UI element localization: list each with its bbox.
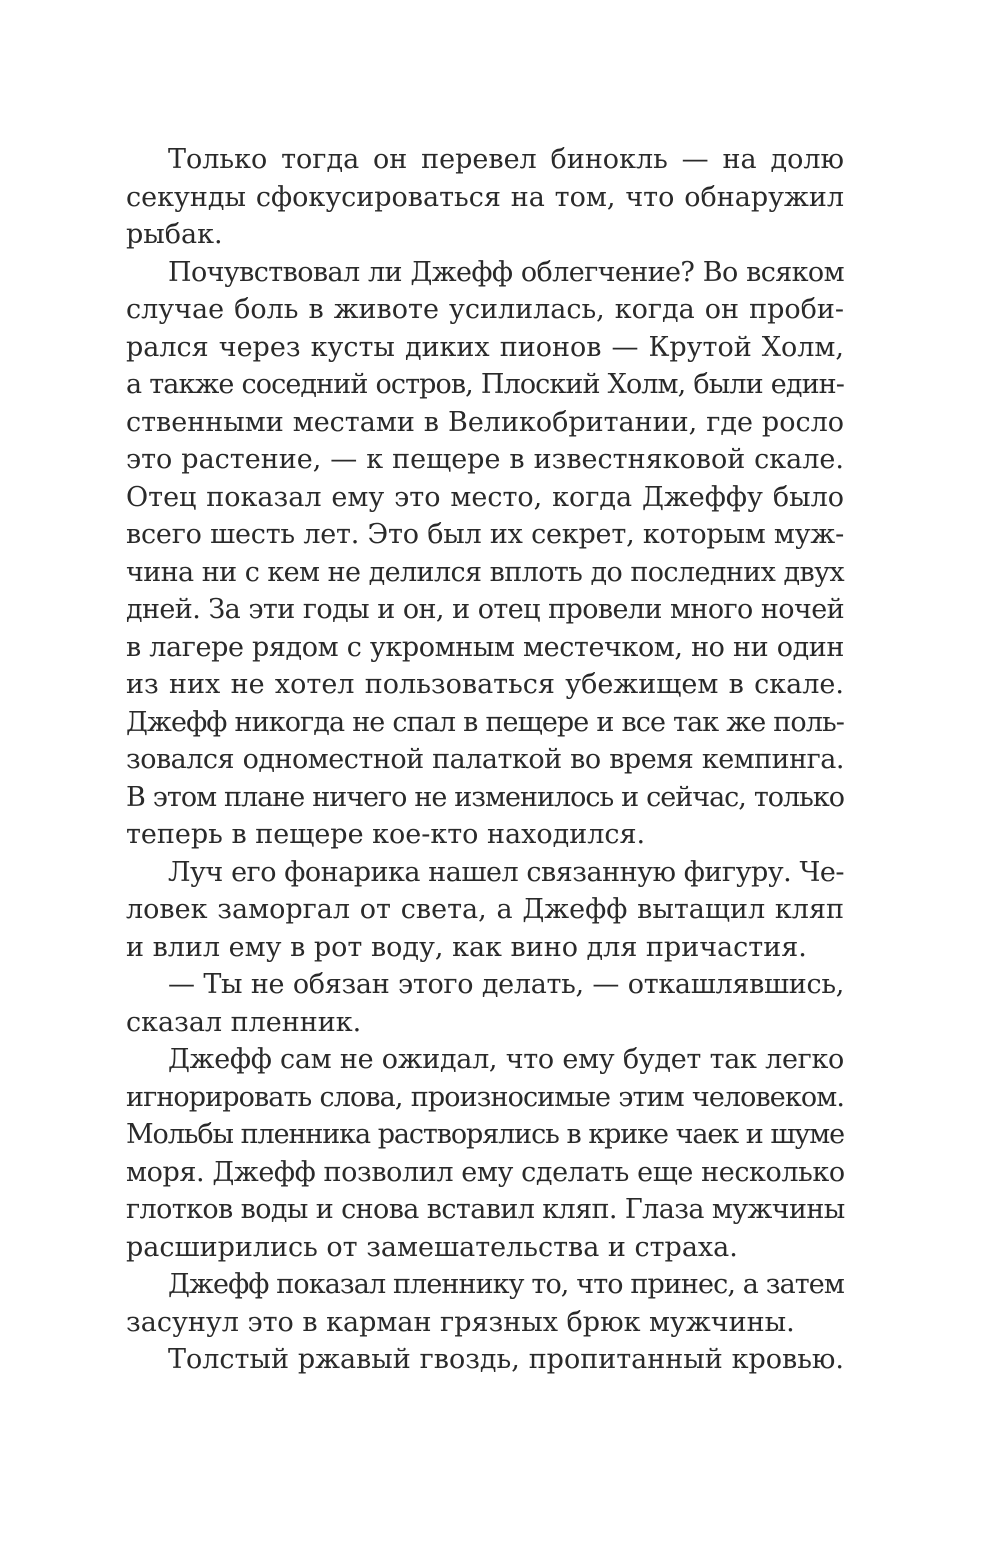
text-line: дней. За эти годы и он, и отец провели много ночей [126, 594, 844, 625]
text-line: всего шесть лет. Это был их секрет, которым муж- [126, 519, 844, 550]
text-line: и влил ему в рот воду, как вино для причастия. [126, 931, 807, 963]
text-line: Только тогда он перевел бинокль — на долю [168, 144, 844, 175]
text-line: Почувствовал ли Джефф облегчение? Во всяком [168, 256, 844, 288]
page-body-text [126, 141, 844, 1379]
text-line: рался через кусты диких пионов — Крутой Холм, [126, 331, 844, 363]
text-line: глотков воды и снова вставил кляп. Глаза мужчины [126, 1194, 845, 1225]
text-line: зовался одноместной палаткой во время кемпинга. [126, 744, 844, 775]
text-line: из них не хотел пользоваться убежищем в скале. [126, 669, 844, 700]
text-line: игнорировать слова, произносимые этим человеком. [126, 1081, 844, 1113]
text-line: секунды сфокусироваться на том, что обнаружил [126, 181, 844, 213]
text-line: Джефф показал пленнику то, что принес, а затем [168, 1269, 844, 1300]
text-line: теперь в пещере кое-кто находился. [126, 819, 646, 850]
text-line: Джефф сам не ожидал, что ему будет так легко [168, 1044, 844, 1075]
text-line: засунул это в карман грязных брюк мужчины. [126, 1306, 795, 1338]
text-line: расширились от замешательства и страха. [126, 1231, 738, 1263]
text-line: сказал пленник. [126, 1006, 362, 1038]
text-line: Отец показал ему это место, когда Джеффу было [126, 481, 844, 513]
text-line: ственными местами в Великобритании, где росло [126, 406, 844, 438]
text-line: В этом плане ничего не изменилось и сейчас, только [126, 781, 844, 813]
text-line: — Ты не обязан этого делать, — откашлявшись, [168, 969, 844, 1000]
text-line: Джефф никогда не спал в пещере и все так же поль- [126, 706, 844, 738]
text-line: моря. Джефф позволил ему сделать еще несколько [126, 1156, 845, 1188]
text-line: а также соседний остров, Плоский Холм, были един- [126, 369, 844, 400]
text-line: рыбак. [126, 219, 223, 250]
text-line: Мольбы пленника растворялись в крике чаек и шуме [126, 1119, 844, 1150]
text-line: ловек заморгал от света, а Джефф вытащил кляп [126, 894, 844, 925]
text-line: случае боль в животе усилилась, когда он проби- [126, 294, 844, 325]
text-line: чина ни с кем не делился вплоть до последних двух [126, 556, 844, 588]
text-line: Толстый ржавый гвоздь, пропитанный кровью. [168, 1344, 844, 1375]
text-line: Луч его фонарика нашел связанную фигуру. Че- [168, 856, 844, 888]
text-line: в лагере рядом с укромным местечком, но ни один [126, 631, 844, 663]
text-line: это растение, — к пещере в известняковой скале. [126, 444, 844, 475]
